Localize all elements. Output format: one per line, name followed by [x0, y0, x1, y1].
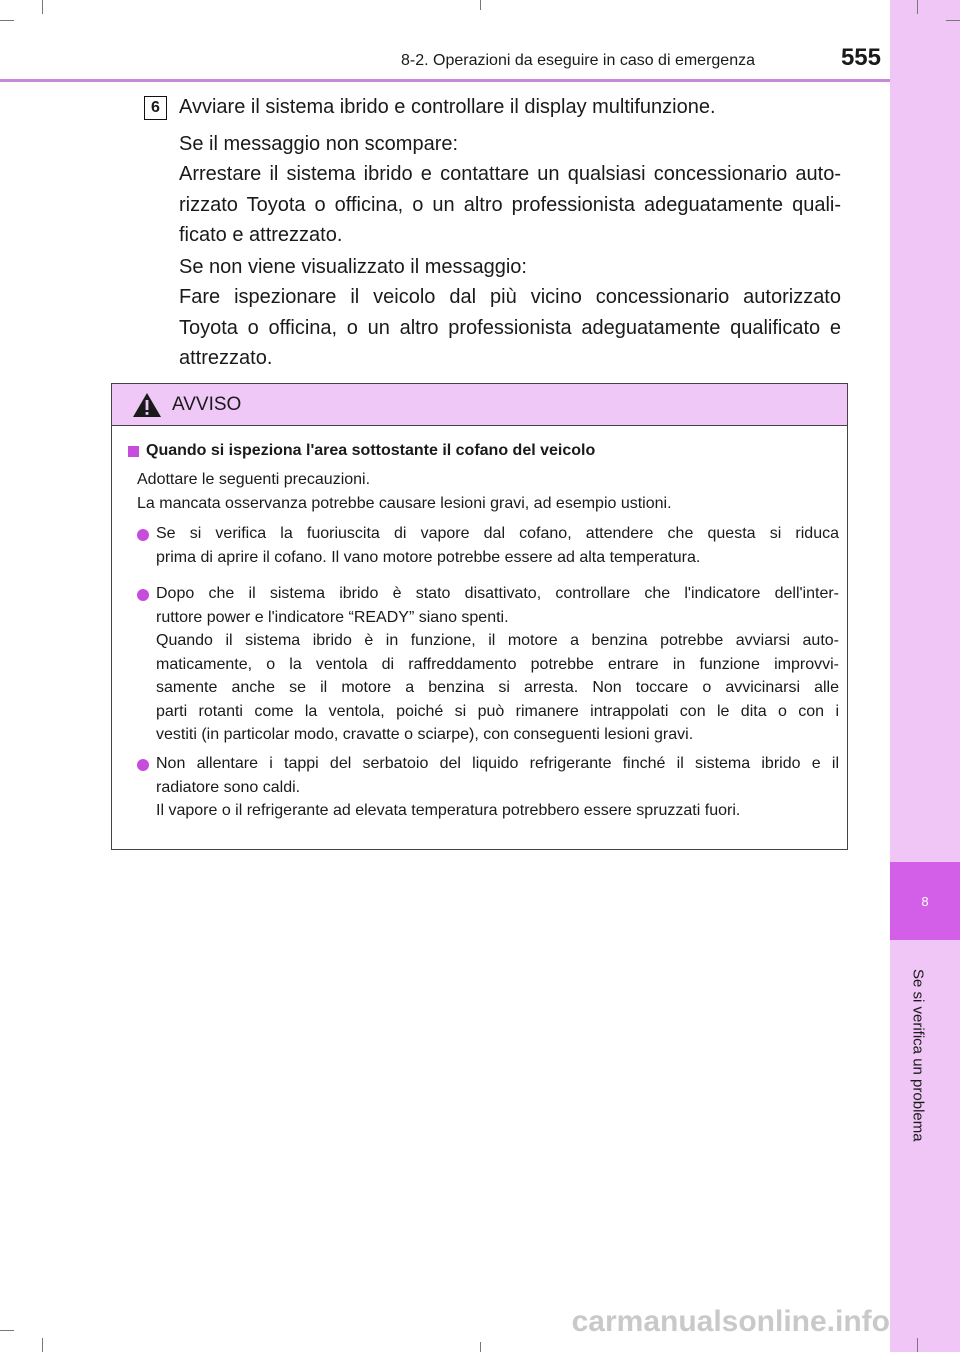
crop-mark	[480, 0, 481, 10]
watermark: carmanualsonline.info	[571, 1305, 890, 1338]
circle-bullet-icon	[137, 529, 149, 541]
warning-title: AVVISO	[172, 393, 242, 415]
crop-mark	[946, 20, 960, 21]
chapter-number-tab[interactable]	[890, 862, 960, 940]
text-line: Arrestare il sistema ibrido e contattare un qualsiasi concessionario auto-	[179, 163, 841, 185]
section-title: 8-2. Operazioni da eseguire in caso di emergenza	[401, 52, 755, 69]
warning-bullet-2	[156, 582, 839, 747]
text-line: Se si verifica la fuoriuscita di vapore dal cofano, attendere che questa si riduca	[156, 525, 839, 542]
warning-heading	[128, 442, 595, 460]
case2-label: Se non viene visualizzato il messaggio:	[179, 256, 527, 278]
case2-text	[179, 282, 841, 374]
text-line: prima di aprire il cofano. Il vano motore potrebbe essere ad alta temperatura.	[156, 548, 701, 566]
text-line: radiatore sono caldi.	[156, 778, 301, 796]
chapter-number: 8	[921, 893, 929, 909]
circle-bullet-icon	[137, 589, 149, 601]
text-line: maticamente, o la ventola di raffreddamento potrebbe entrare in funzione improvvi-	[156, 655, 839, 673]
warning-intro	[137, 468, 839, 515]
crop-mark	[0, 1330, 14, 1331]
warning-bullet-3	[156, 752, 839, 823]
crop-mark	[42, 1338, 43, 1352]
text-line: ruttore power e l'indicatore “READY” siano spenti.	[156, 608, 509, 626]
case1-text	[179, 159, 841, 251]
text-line: Fare ispezionare il veicolo dal più vicino concessionario autorizzato	[179, 286, 841, 308]
step-number-badge: 6	[144, 96, 167, 120]
warning-box	[111, 383, 848, 850]
crop-mark	[42, 0, 43, 14]
text-line: Il vapore o il refrigerante ad elevata temperatura potrebbero essere spruzzati fuori.	[156, 802, 741, 819]
text-line: parti rotanti come la ventola, poiché si può rimanere intrappolati con le dita o con i	[156, 702, 839, 720]
text-line: Dopo che il sistema ibrido è stato disattivato, controllare che l'indicatore dell'inter-	[156, 585, 839, 602]
page-number: 555	[840, 44, 881, 71]
text-line: Toyota o officina, o un altro professionista adeguatamente qualificato e	[179, 316, 841, 339]
text-line: Adottare le seguenti precauzioni.	[137, 471, 371, 488]
warning-bullet-1	[156, 522, 839, 569]
text-line: samente anche se il motore a benzina si arresta. Non toccare o avvicinarsi alle	[156, 679, 839, 696]
text-line: rizzato Toyota o officina, o un altro professionista adeguatamente quali-	[179, 193, 841, 216]
square-bullet-icon	[128, 446, 139, 457]
text-line: attrezzato.	[179, 347, 273, 369]
crop-mark	[917, 1338, 918, 1352]
warning-header	[112, 384, 847, 426]
text-line: vestiti (in particolar modo, cravatte o sciarpe), con conseguenti lesioni gravi.	[156, 726, 694, 743]
chapter-title-container	[888, 950, 948, 1160]
text-line: Non allentare i tappi del serbatoio del liquido refrigerante finché il sistema ibrido e il	[156, 755, 839, 772]
warning-heading-text: Quando si ispeziona l'area sottostante il cofano del veicolo	[146, 442, 596, 459]
crop-mark	[480, 1342, 481, 1352]
text-line: La mancata osservanza potrebbe causare lesioni gravi, ad esempio ustioni.	[137, 494, 672, 512]
text-line: ficato e attrezzato.	[179, 224, 343, 246]
step-instruction: Avviare il sistema ibrido e controllare il display multifunzione.	[179, 96, 716, 118]
chapter-title: Se si verifica un problema	[909, 968, 927, 1142]
text-line: Quando il sistema ibrido è in funzione, il motore a benzina potrebbe avviarsi auto-	[156, 632, 839, 649]
crop-mark	[917, 0, 918, 14]
warning-triangle-icon	[132, 392, 162, 418]
crop-mark	[0, 20, 14, 21]
header-divider	[0, 79, 890, 82]
circle-bullet-icon	[137, 759, 149, 771]
case1-label: Se il messaggio non scompare:	[179, 133, 459, 155]
